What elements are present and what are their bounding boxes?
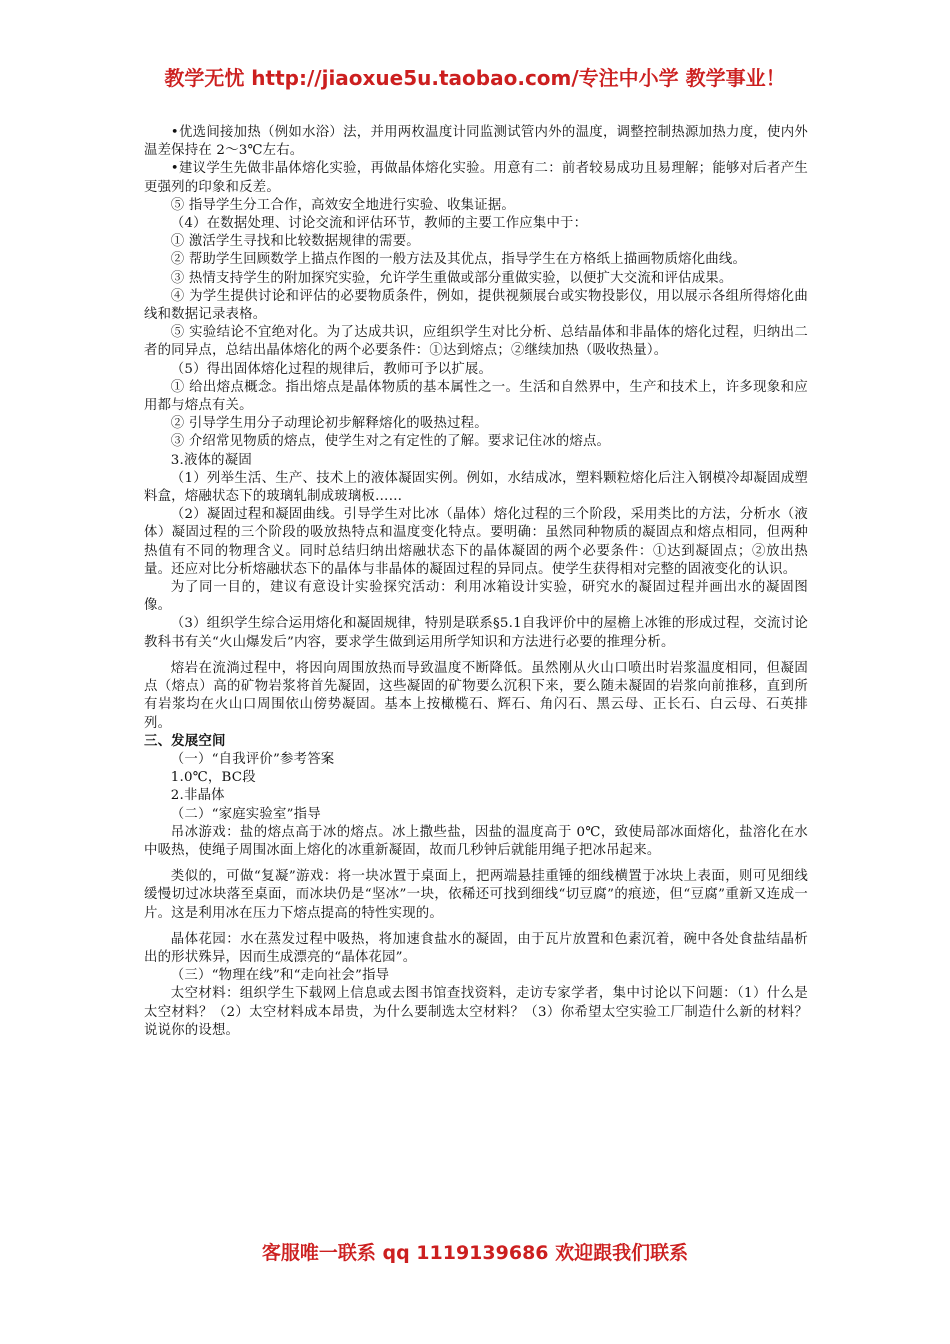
paragraph: 为了同一目的，建议有意设计实验探究活动：利用冰箱设计实验，研究水的凝固过程并画出水的凝固图像。	[144, 580, 808, 614]
paragraph: 1.0℃，BC段	[170, 770, 256, 786]
document-body	[144, 124, 808, 1040]
paragraph: ② 引导学生用分子动理论初步解释熔化的吸热过程。	[170, 416, 488, 432]
paragraph: ③ 介绍常见物质的熔点，使学生对之有定性的了解。要求记住冰的熔点。	[170, 434, 611, 450]
paragraph: （5）得出固体熔化过程的规律后，教师可予以扩展。	[170, 361, 493, 377]
paragraph: ④ 为学生提供讨论和评估的必要物质条件，例如，提供视频展台或实物投影仪，用以展示各组所得熔化曲线和数据记录表格。	[144, 288, 808, 323]
paragraph: 类似的，可做“复凝”游戏：将一块冰置于桌面上，把两端悬挂重锤的细线横置于冰块上表面，则可见细线缓慢切过冰块落至桌面，而冰块仍是“坚冰”一块，依稀还可找到细线“切豆腐”的痕迹，但“豆腐”重新又连成一片。这是利用冰在压力下熔点提高的特性实现的。	[144, 869, 808, 921]
paragraph: •建议学生先做非晶体熔化实验，再做晶体熔化实验。用意有二：前者较易成功且易理解；能够对后者产生更强列的印象和反差。	[144, 161, 808, 195]
paragraph: （一）“自我评价”参考答案	[170, 751, 335, 767]
paragraph: （1）列举生活、生产、技术上的液体凝固实例。例如，水结成冰，塑料颗粒熔化后注入钢模冷却凝固成塑料盒，熔融状态下的玻璃轧制成玻璃板……	[144, 470, 808, 505]
paragraph: （二）“家庭实验室”指导	[170, 806, 321, 822]
paragraph: ① 给出熔点概念。指出熔点是晶体物质的基本属性之一。生活和自然界中，生产和技术上，许多现象和应用都与熔点有关。	[144, 379, 808, 414]
paragraph: （4）在数据处理、讨论交流和评估环节，教师的主要工作应集中于：	[170, 216, 588, 232]
paragraph: ③ 热情支持学生的附加探究实验，允许学生重做或部分重做实验，以便扩大交流和评估成果。	[170, 270, 733, 286]
paragraph: 吊冰游戏：盐的熔点高于冰的熔点。冰上撒些盐，因盐的温度高于 0℃，致使局部冰面熔化，盐溶化在水中吸热，使绳子周围冰面上熔化的冰重新凝固，故而几秒钟后就能用绳子把冰吊起来。	[144, 824, 808, 858]
paragraph: （3）组织学生综合运用熔化和凝固规律，特别是联系§5.1自我评价中的屋檐上冰锥的形成过程，交流讨论教科书有关“火山爆发后”内容，要求学生做到运用所学知识和方法进行必要的推理分析。	[144, 616, 808, 650]
paragraph: ② 帮助学生回顾数学上描点作图的一般方法及其优点，指导学生在方格纸上描画物质熔化曲线。	[170, 252, 747, 268]
paragraph: ① 激活学生寻找和比较数据规律的需要。	[170, 234, 420, 250]
paragraph: 熔岩在流淌过程中，将因向周围放热而导致温度不断降低。虽然刚从火山口喷出时岩浆温度相同，但凝固点（熔点）高的矿物岩浆将首先凝固，这些凝固的矿物要么沉积下来，要么随未凝固的岩浆向前推移，直到所有岩浆均在火山口周围依山傍势凝固。基本上按橄榄石、辉石、角闪石、黑云母、正长石、白云母、石英排列。	[144, 660, 808, 731]
section-heading: 三、发展空间	[144, 733, 226, 749]
paragraph: 2.非晶体	[170, 788, 225, 804]
subsection-title: 3.液体的凝固	[170, 452, 252, 468]
header-banner: 教学无忧 http://jiaoxue5u.taobao.com/专注中小学 教学事业！	[164, 66, 786, 90]
paragraph: 晶体花园：水在蒸发过程中吸热，将加速食盐水的凝固，由于瓦片放置和色素沉着，碗中各处食盐结晶析出的形状殊异，因而生成漂亮的“晶体花园”。	[144, 931, 808, 965]
paragraph: （三）“物理在线”和“走向社会”指导	[170, 968, 390, 984]
paragraph: •优选间接加热（例如水浴）法，并用两枚温度计同监测试管内外的温度，调整控制热源加热力度，使内外温差保持在 2～3℃左右。	[144, 125, 808, 159]
paragraph: ⑤ 指导学生分工合作，高效安全地进行实验、收集证据。	[170, 197, 516, 213]
paragraph: 太空材料：组织学生下载网上信息或去图书馆查找资料，走访专家学者，集中讨论以下问题：（1）什么是太空材料？（2）太空材料成本昂贵，为什么要制选太空材料？（3）你希望太空实验工厂制造什么新的材料？说说你的设想。	[144, 986, 808, 1038]
paragraph: ⑤ 实验结论不宜绝对化。为了达成共识，应组织学生对比分析、总结晶体和非晶体的熔化过程，归纳出二者的同异点，总结出晶体熔化的两个必要条件：①达到熔点；②继续加热（吸收热量）。	[144, 325, 808, 359]
footer-banner: 客服唯一联系 qq 1119139686 欢迎跟我们联系	[261, 1242, 689, 1264]
paragraph: （2）凝固过程和凝固曲线。引导学生对比冰（晶体）熔化过程的三个阶段，采用类比的方法，分析水（液体）凝固过程的三个阶段的吸放热特点和温度变化特点。要明确：虽然同种物质的凝固点和熔点相同，但两种热值有不同的物理含义。同时总结归纳出熔融状态下的晶体凝固的两个必要条件：①达到凝固点；②放出热量。还应对比分析熔融状态下的晶体与非晶体的凝固过程的异同点。使学生获得相对完整的固液变化的认识。	[144, 507, 808, 577]
